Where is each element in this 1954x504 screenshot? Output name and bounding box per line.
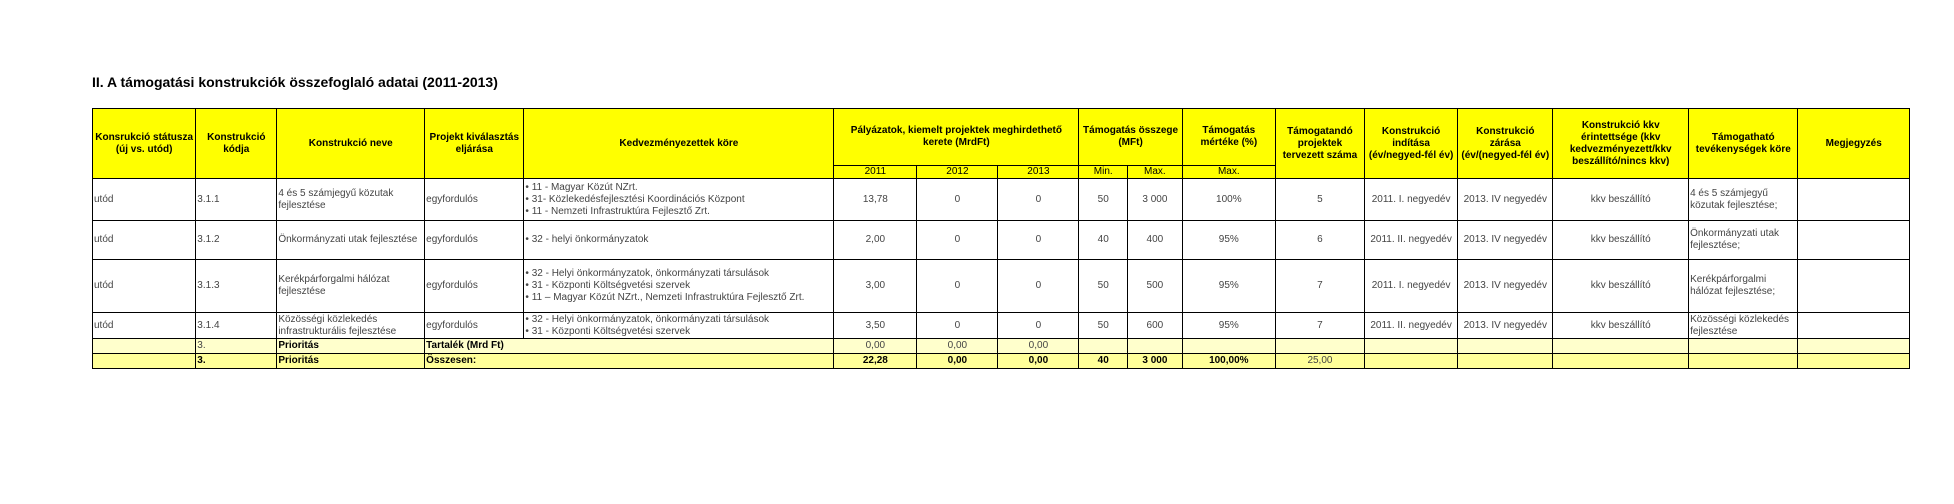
cell-max: 500 bbox=[1128, 260, 1183, 313]
header-megjegyzes: Megjegyzés bbox=[1798, 109, 1910, 179]
cell-statusz: utód bbox=[93, 313, 196, 339]
cell-min: 40 bbox=[1079, 221, 1128, 260]
cell-kedvezmenyezett bbox=[524, 179, 834, 221]
cell-eljaras: egyfordulós bbox=[425, 179, 524, 221]
cell-2011: 13,78 bbox=[834, 179, 917, 221]
cell-statusz: utód bbox=[93, 221, 196, 260]
cell-inditas: 2011. II. negyedév bbox=[1365, 313, 1458, 339]
header-kod: Konstrukció kódja bbox=[196, 109, 277, 179]
cell-empty bbox=[93, 339, 196, 354]
cell-szam: 25,00 bbox=[1275, 354, 1364, 369]
cell-statusz: utód bbox=[93, 179, 196, 221]
header-max: Max. bbox=[1128, 166, 1183, 179]
kedvezmenyezett-item: • 11 - Nemzeti Infrastruktúra Fejlesztő Zrt. bbox=[525, 205, 710, 217]
cell-max: 3 000 bbox=[1128, 179, 1183, 221]
cell-min: 50 bbox=[1079, 313, 1128, 339]
kedvezmenyezett-item: • 31 - Központi Költségvetési szervek bbox=[525, 325, 691, 337]
header-inditas: Konstrukció indítása (év/negyed-fél év) bbox=[1365, 109, 1458, 179]
cell-mertek: 95% bbox=[1182, 313, 1275, 339]
cell-prioritas: Prioritás bbox=[277, 339, 425, 354]
header-year-2011: 2011 bbox=[834, 166, 917, 179]
cell-2013: 0,00 bbox=[998, 339, 1079, 354]
cell-nev: Közösségi közlekedés infrastrukturális fejlesztése bbox=[277, 313, 425, 339]
kedvezmenyezett-item: • 32 - Helyi önkormányzatok, önkormányzati társulások bbox=[525, 268, 770, 279]
cell-statusz: utód bbox=[93, 260, 196, 313]
cell-2013: 0 bbox=[998, 179, 1079, 221]
header-min: Min. bbox=[1079, 166, 1128, 179]
cell-tevekenysegek: Önkormányzati utak fejlesztése; bbox=[1689, 221, 1798, 260]
header-tamogatas-osszeg: Támogatás összege (MFt) bbox=[1079, 109, 1182, 166]
cell-2011: 2,00 bbox=[834, 221, 917, 260]
summary-table bbox=[92, 108, 1910, 369]
page-title: II. A támogatási konstrukciók összefoglaló adatai (2011-2013) bbox=[92, 74, 498, 90]
cell-prioritas: Prioritás bbox=[277, 354, 425, 369]
cell-kod: 3.1.3 bbox=[196, 260, 277, 313]
cell-zaras: 2013. IV negyedév bbox=[1458, 179, 1553, 221]
cell-2012: 0 bbox=[917, 313, 998, 339]
kedvezmenyezett-item: • 31 - Központi Költségvetési szervek bbox=[525, 280, 691, 291]
kedvezmenyezett-item: • 32 - helyi önkormányzatok bbox=[525, 234, 649, 245]
cell-mertek: 100,00% bbox=[1182, 354, 1275, 369]
cell-mertek: 95% bbox=[1182, 260, 1275, 313]
cell-kkv: kkv beszállító bbox=[1553, 260, 1689, 313]
cell-kedvezmenyezett bbox=[524, 221, 834, 260]
cell-nev: Önkormányzati utak fejlesztése bbox=[277, 221, 425, 260]
header-palyazat: Pályázatok, kiemelt projektek meghirdethető kerete (MrdFt) bbox=[834, 109, 1079, 166]
cell-mertek: 100% bbox=[1182, 179, 1275, 221]
cell-max: 600 bbox=[1128, 313, 1183, 339]
cell-tartalek-label: Tartalék (Mrd Ft) bbox=[425, 339, 834, 354]
cell-2012: 0,00 bbox=[917, 354, 998, 369]
header-tevekenysegek: Támogatható tevékenységek köre bbox=[1689, 109, 1798, 179]
cell-megjegyzes bbox=[1798, 179, 1910, 221]
header-year-2012: 2012 bbox=[917, 166, 998, 179]
reserve-row bbox=[93, 339, 1910, 354]
cell-2013: 0 bbox=[998, 221, 1079, 260]
cell-kod: 3.1.1 bbox=[196, 179, 277, 221]
cell-kedvezmenyezett bbox=[524, 313, 834, 339]
cell-eljaras: egyfordulós bbox=[425, 313, 524, 339]
cell-2011: 3,00 bbox=[834, 260, 917, 313]
cell-inditas: 2011. I. negyedév bbox=[1365, 260, 1458, 313]
cell-2011: 22,28 bbox=[834, 354, 917, 369]
cell-szam: 5 bbox=[1275, 179, 1364, 221]
cell-megjegyzes bbox=[1798, 313, 1910, 339]
cell-kod: 3. bbox=[196, 354, 277, 369]
cell-tevekenysegek: Kerékpárforgalmi hálózat fejlesztése; bbox=[1689, 260, 1798, 313]
cell-osszesen-label: Összesen: bbox=[425, 354, 834, 369]
cell-zaras: 2013. IV negyedév bbox=[1458, 221, 1553, 260]
cell-tevekenysegek: 4 és 5 számjegyű közutak fejlesztése; bbox=[1689, 179, 1798, 221]
cell-mertek: 95% bbox=[1182, 221, 1275, 260]
header-nev: Konstrukció neve bbox=[277, 109, 425, 179]
cell-kkv: kkv beszállító bbox=[1553, 313, 1689, 339]
header-tamogatas-mertek: Támogatás mértéke (%) bbox=[1182, 109, 1275, 166]
kedvezmenyezett-item: • 11 - Magyar Közút NZrt. bbox=[525, 181, 638, 193]
cell-szam: 6 bbox=[1275, 221, 1364, 260]
header-zaras: Konstrukció zárása (év/(negyed-fél év) bbox=[1458, 109, 1553, 179]
cell-max: 3 000 bbox=[1128, 354, 1183, 369]
total-row bbox=[93, 354, 1910, 369]
cell-2011: 3,50 bbox=[834, 313, 917, 339]
cell-szam: 7 bbox=[1275, 313, 1364, 339]
cell-max: 400 bbox=[1128, 221, 1183, 260]
header-kedvezmenyezett: Kedvezményezettek köre bbox=[524, 109, 834, 179]
cell-min: 40 bbox=[1079, 354, 1128, 369]
cell-2012: 0 bbox=[917, 179, 998, 221]
table-row bbox=[93, 313, 1910, 339]
cell-megjegyzes bbox=[1798, 260, 1910, 313]
header-projektek-szama: Támogatandó projektek tervezett száma bbox=[1275, 109, 1364, 179]
header-year-2013: 2013 bbox=[998, 166, 1079, 179]
cell-szam: 7 bbox=[1275, 260, 1364, 313]
header-eljaras: Projekt kiválasztás eljárása bbox=[425, 109, 524, 179]
cell-eljaras: egyfordulós bbox=[425, 260, 524, 313]
cell-2013: 0 bbox=[998, 260, 1079, 313]
cell-min: 50 bbox=[1079, 260, 1128, 313]
cell-tevekenysegek: Közösségi közlekedés fejlesztése bbox=[1689, 313, 1798, 339]
cell-2012: 0 bbox=[917, 221, 998, 260]
table-row bbox=[93, 260, 1910, 313]
cell-2012: 0 bbox=[917, 260, 998, 313]
header-kkv: Konstrukció kkv érintettsége (kkv kedvezményezett/kkv beszállító/nincs kkv) bbox=[1553, 109, 1689, 179]
cell-kkv: kkv beszállító bbox=[1553, 221, 1689, 260]
kedvezmenyezett-item: • 32 - Helyi önkormányzatok, önkormányzati társulások bbox=[525, 313, 770, 325]
cell-megjegyzes bbox=[1798, 221, 1910, 260]
cell-inditas: 2011. I. negyedév bbox=[1365, 179, 1458, 221]
cell-inditas: 2011. II. negyedév bbox=[1365, 221, 1458, 260]
table-row bbox=[93, 221, 1910, 260]
cell-kod: 3.1.4 bbox=[196, 313, 277, 339]
table-row bbox=[93, 179, 1910, 221]
cell-zaras: 2013. IV negyedév bbox=[1458, 313, 1553, 339]
cell-2013: 0 bbox=[998, 313, 1079, 339]
cell-zaras: 2013. IV negyedév bbox=[1458, 260, 1553, 313]
cell-kod: 3. bbox=[196, 339, 277, 354]
cell-2012: 0,00 bbox=[917, 339, 998, 354]
cell-2011: 0,00 bbox=[834, 339, 917, 354]
kedvezmenyezett-item: • 31- Közlekedésfejlesztési Koordinációs Központ bbox=[525, 193, 745, 205]
cell-kod: 3.1.2 bbox=[196, 221, 277, 260]
header-max-percent: Max. bbox=[1182, 166, 1275, 179]
cell-nev: 4 és 5 számjegyű közutak fejlesztése bbox=[277, 179, 425, 221]
kedvezmenyezett-item: • 11 – Magyar Közút NZrt., Nemzeti Infrastruktúra Fejlesztő Zrt. bbox=[525, 292, 805, 303]
cell-2013: 0,00 bbox=[998, 354, 1079, 369]
cell-min: 50 bbox=[1079, 179, 1128, 221]
cell-nev: Kerékpárforgalmi hálózat fejlesztése bbox=[277, 260, 425, 313]
header-statusz: Konsrukció státusza (új vs. utód) bbox=[93, 109, 196, 179]
cell-kedvezmenyezett bbox=[524, 260, 834, 313]
cell-empty bbox=[93, 354, 196, 369]
cell-kkv: kkv beszállító bbox=[1553, 179, 1689, 221]
cell-eljaras: egyfordulós bbox=[425, 221, 524, 260]
